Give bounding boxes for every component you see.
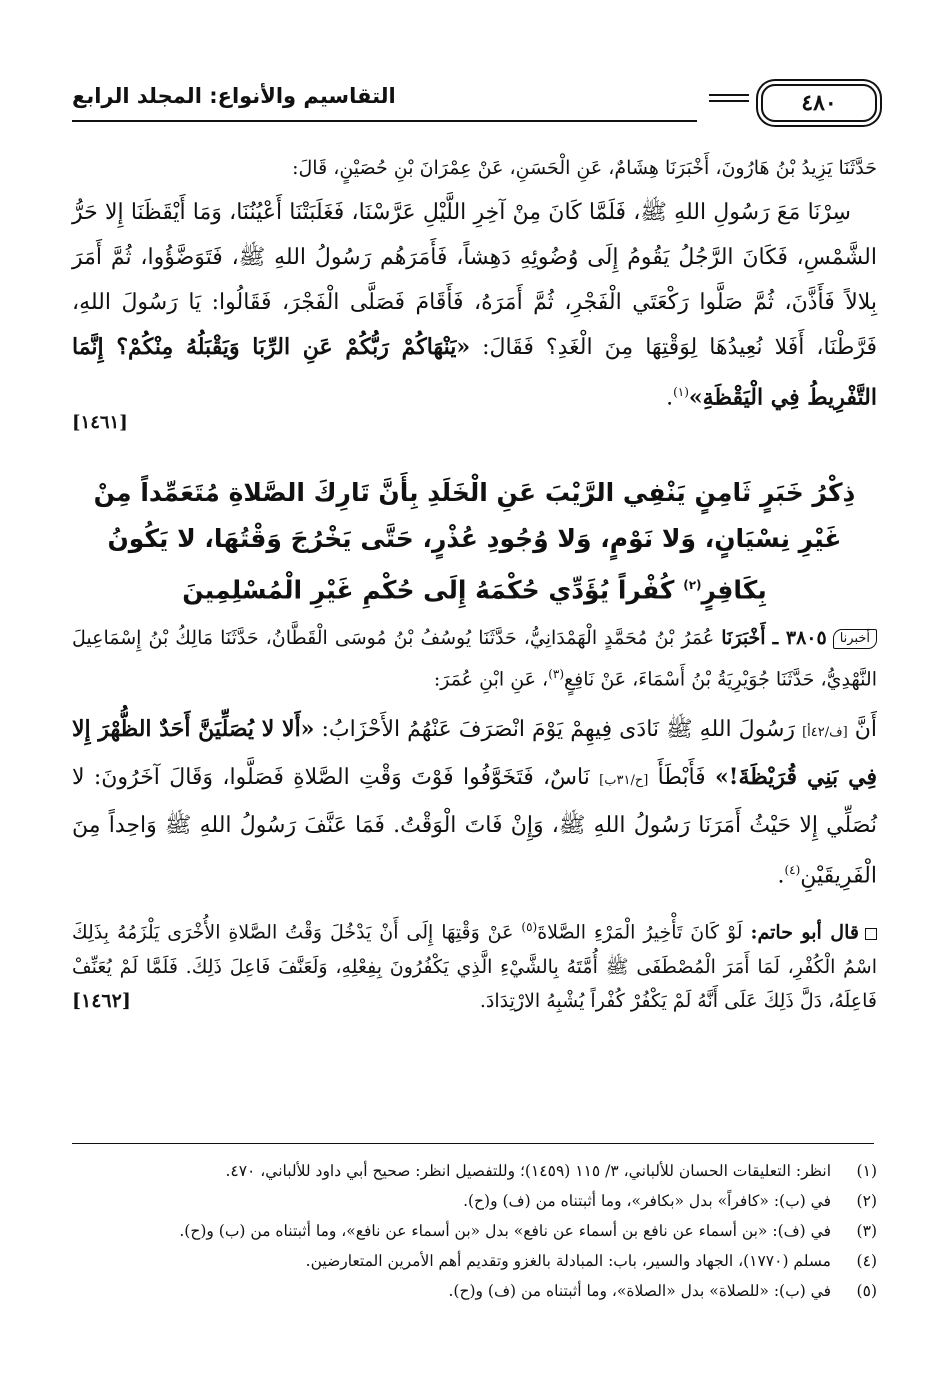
matn-text: سِرْنَا مَعَ رَسُولِ اللهِ ﷺ، فَلَمَّا كَانَ مِنْ آخِرِ اللَّيْلِ عَرَّسْنَا، فَغَلَبَتْنَا أَعْيُنُنَا، وَمَا أَيْقَظَنَا إِلا حَرُّ الشَّمْسِ، فَكَانَ الرَّجُلُ يَقُومُ إِلَى وُضُوئِهِ دَهِشاً، فَأَمَرَهُم رَسُولُ اللهِ ﷺ، فَتَوَضَّؤُوا، ثُمَّ أَمَرَ بِلالاً فَأَذَّنَ، ثُمَّ صَلَّوا رَكْعَتَي الْفَجْرِ، ثُمَّ أَمَرَهُ، فَأَقَامَ فَصَلَّى الْفَجْرَ، فَقَالُوا: يَا رَسُولَ اللهِ، فَرَّطْنَا، أَفَلا نُعِيدُهَا لِوَقْتِهَا مِنَ الْغَدِ؟ فَقَالَ: [72,200,877,360]
hadith-isnad-2 [72,620,877,697]
footnotes [72,1156,877,1306]
comment-text: عَنْ وَقْتِهَا إِلَى أَنْ يَدْخُلَ وَقْتُ الصَّلاةِ الأُخْرَى يَلْزَمُهُ بِذَلِكَ اسْمُ الْكُفْرِ، لَمَا أَمَرَ الْمُصْطَفَى ﷺ أُمَّتَهُ بِالشَّيْءِ الَّذِي يَكْفُرُونَ بِفِعْلِهِ، وَلَعَنَّفَ فَاعِلَ ذَلِكَ. فَلَمَّا لَمْ يُعَنِّفْ فَاعِلَهُ، دَلَّ ذَلِكَ عَلَى أَنَّهُ لَمْ يَكْفُرْ كُفْراً يُشْبِهُ الارْتِدَادَ. [72,921,877,1012]
prophetic-saying: «يَنْهَاكُمْ رَبُّكُمْ عَنِ الرِّبَا وَيَقْبَلُهُ مِنْكُمْ؟ إِنَّمَا التَّفْرِيطُ فِي الْيَقْظَةِ» [72,334,877,411]
main-text [72,150,877,1018]
matn-text: أَنَّ [854,716,877,742]
hadith-number: ٣٨٠٥ ـ [772,626,827,649]
footnote-marker: (٣) [548,666,565,681]
footnote-text: في (ف): «بن أسماء عن نافع بن أسماء عن نافع» بدل «بن أسماء عن نافع»، وما أثبتناه من (ب) و(ح). [179,1222,831,1240]
header-ornament-line [709,100,749,102]
hadith-ref-number: [١٤٦١] [72,412,128,434]
chapter-heading [72,470,877,613]
page-header [72,72,877,132]
matn-indent [851,200,877,225]
akhbarana-word: أَخْبَرَنَا [721,626,766,649]
square-bullet-icon [865,928,877,940]
akhbarana-ornament-icon: أخبرنا [833,629,877,649]
matn-end: . [666,385,674,411]
header-rule [72,120,697,122]
footnote-rule [72,1143,874,1144]
footnote-number: (٥) [856,1282,877,1300]
manuscript-marker: [ف/٤٢أ] [802,724,848,740]
hadith-ref-number: [١٤٦٢] [72,989,131,1012]
header-ornament-line [709,94,749,96]
footnote [72,1216,877,1246]
footnote-text: في (ب): «للصلاة» بدل «الصلاة»، وما أثبتناه من (ف) و(ح). [448,1282,831,1300]
matn-text: نَاسٌ، فَتَخَوَّفُوا فَوْتَ وَقْتِ الصَّلاةِ فَصَلَّوا، وَقَالَ آخَرُونَ: لا نُصَلِّي إِلا حَيْثُ أَمَرَنَا رَسُولُ اللهِ ﷺ، وَإِنْ فَاتَ الْوَقْتُ. فَمَا عَنَّفَ رَسُولُ اللهِ ﷺ وَاحِداً مِنَ الْفَرِيقَيْنِ [72,764,877,889]
footnote [72,1246,877,1276]
heading-text: ذِكْرُ خَبَرٍ ثَامِنٍ يَنْفِي الرَّيْبَ عَنِ الْخَلَدِ بِأَنَّ تَارِكَ الصَّلاةِ مُتَعَمِّداً مِنْ غَيْرِ نِسْيَانٍ، وَلا نَوْمٍ، وَلا وُجُودِ عُذْرٍ، حَتَّى يَخْرُجَ وَقْتُهَا، لا يَكُونُ بِكَافِرٍ [93,478,856,605]
manuscript-marker: [ح/٣١ب] [599,772,649,788]
page-number: ٤٨٠ [801,90,837,116]
hadith-isnad [72,150,877,186]
matn-end: . [777,863,785,889]
footnote-number: (١) [856,1162,877,1180]
author-comment [72,910,877,1017]
comment-text: لَوْ كَانَ تَأْخِيرُ الْمَرْءِ الصَّلاةَ [537,921,743,944]
footnote-number: (٤) [856,1252,877,1270]
hadith-matn [72,190,877,420]
matn-text: رَسُولَ اللهِ ﷺ نَادَى فِيهِمْ يَوْمَ انْصَرَفَ عَنْهُمُ الأَحْزَابُ: [321,716,796,742]
heading-text-end: كُفْراً يُؤَدِّي حُكْمَهُ إِلَى حُكْمِ غَيْرِ الْمُسْلِمِينَ [182,575,675,605]
footnote-number: (٣) [856,1222,877,1240]
running-title: التقاسيم والأنواع: المجلد الرابع [72,84,396,108]
page-number-frame [761,84,877,122]
isnad-end: ، عَنِ ابْنِ عُمَرَ: [433,667,549,690]
footnote-text: مسلم (١٧٧٠)، الجهاد والسير، باب: المبادلة بالغزو وتقديم أهم الأمرين المتعارضين. [305,1252,831,1270]
footnote-text: انظر: التعليقات الحسان للألباني، ٣/ ١١٥ (١٤٥٩)؛ وللتفصيل انظر: صحيح أبي داود للألباني، ٤٧٠. [225,1162,831,1180]
footnote-number: (٢) [856,1192,877,1210]
footnote-marker: (١) [673,385,689,399]
comment-speaker: قال أبو حاتم: [750,921,859,944]
matn-text: فَأَبْطَأَ [657,764,706,790]
footnote [72,1276,877,1306]
footnote-text: في (ب): «كافراً» بدل «بكافر»، وما أثبتناه من (ف) و(ح). [463,1192,831,1210]
hadith-matn-2 [72,707,877,898]
footnote [72,1186,877,1216]
footnote-marker: (٤) [784,862,801,877]
prophetic-saying: «أَلا لا يُصَلِّيَنَّ أَحَدٌ الظُّهْرَ إِلا فِي بَنِي قُرَيْظَةَ!» [72,715,877,790]
footnote [72,1156,877,1186]
footnote-marker: (٢) [683,578,702,593]
isnad-text: عُمَرُ بْنُ مُحَمَّدٍ الْهَمْدَانِيُّ، حَدَّثَنَا يُوسُفُ بْنُ مُوسَى الْقَطَّانُ، حَدَّثَنَا مَالِكُ بْنُ إِسْمَاعِيلَ النَّهْدِيُّ، حَدَّثَنَا جُوَيْرِيَةُ بْنُ أَسْمَاءَ، عَنْ نَافِعٍ [72,626,877,690]
footnote-marker: (٥) [521,920,538,935]
isnad-text: حَدَّثَنَا يَزِيدُ بْنُ هَارُونَ، أَخْبَرَنَا هِشَامٌ، عَنِ الْحَسَنِ، عَنْ عِمْرَانَ بْنِ حُصَيْنٍ، قَالَ: [292,157,877,179]
